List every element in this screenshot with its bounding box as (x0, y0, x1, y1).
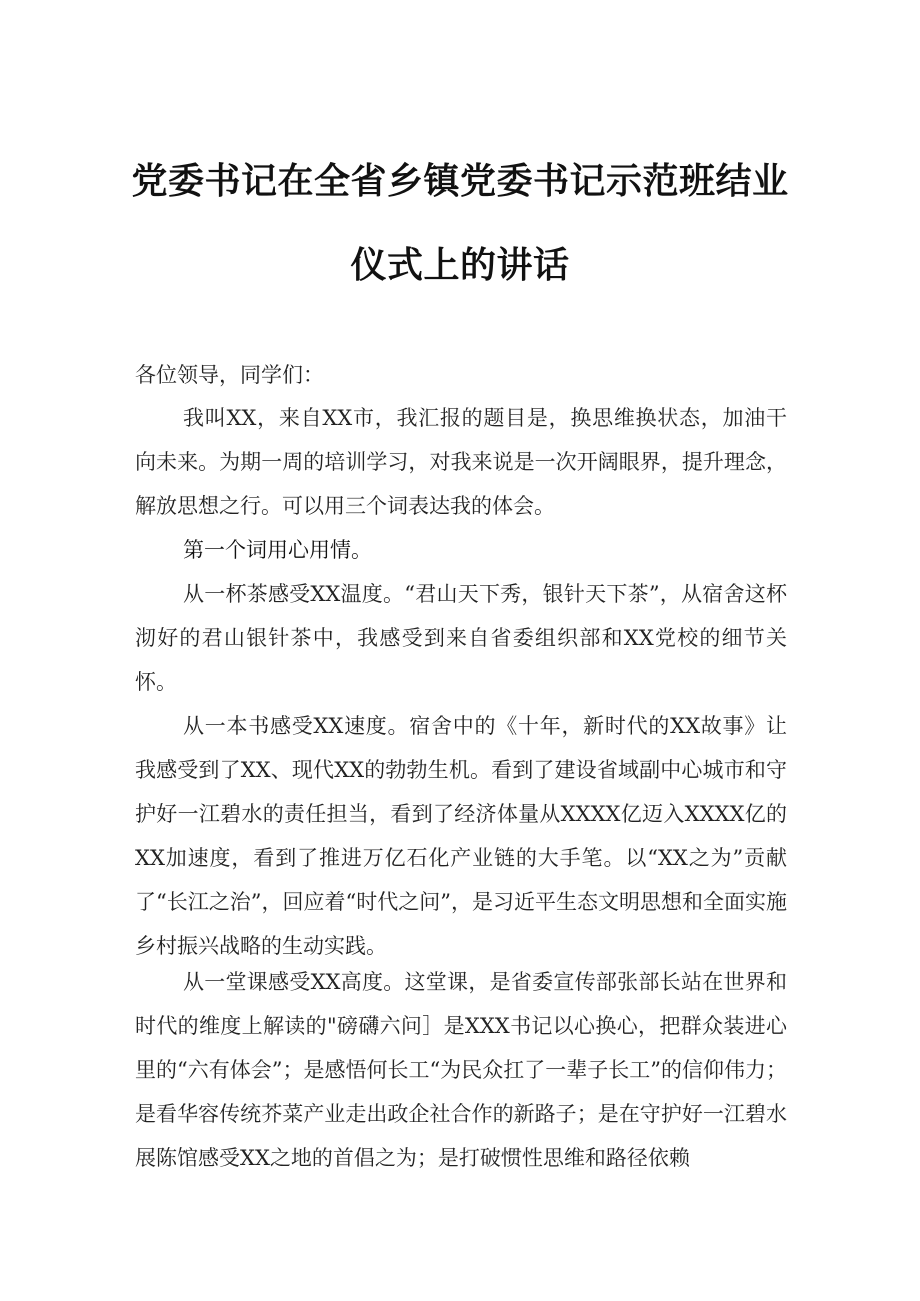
section-paragraph-lecture: 从一堂课感受XX高度。这堂课，是省委宣传部张部长站在世界和时代的维度上解读的"磅礴六问］是XXX书记以心换心，把群众装进心里的“六有体会”；是感悟何长工“为民众扛了一辈子长工”的信仰伟力；是看华容传统芥菜产业走出政企社合作的新路子；是在守护好一江碧水展陈馆感受XX之地的首倡之为；是打破惯性思维和路径依赖 (135, 970, 787, 1170)
section-paragraph-book: 从一本书感受XX速度。宿舍中的《十年，新时代的XX故事》让我感受到了XX、现代XX的勃勃生机。看到了建设省域副中心城市和守护好一江碧水的责任担当，看到了经济体量从XXXX亿迈入XXXX亿的XX加速度，看到了推进万亿石化产业链的大手笔。以“XX之为”贡献了“长江之治”，回应着“时代之问”，是习近平生态文明思想和全面实施乡村振兴战略的生动实践。 (135, 714, 787, 958)
salutation: 各位领导，同学们： (135, 363, 324, 387)
document-title-line-2: 仪式上的讲话 (350, 245, 570, 286)
document-title-line-1: 党委书记在全省乡镇党委书记示范班结业 (131, 161, 789, 202)
intro-paragraph: 我叫XX，来自XX市，我汇报的题目是，换思维换状态，加油干向未来。为期一周的培训学习，对我来说是一次开阔眼界，提升理念，解放思想之行。可以用三个词表达我的体会。 (135, 406, 787, 518)
section-paragraph-tea: 从一杯茶感受XX温度。“君山天下秀，银针天下茶”，从宿舍这杯沏好的君山银针茶中，我感受到来自省委组织部和XX党校的细节关怀。 (135, 582, 787, 694)
section-heading: 第一个词用心用情。 (183, 538, 372, 562)
